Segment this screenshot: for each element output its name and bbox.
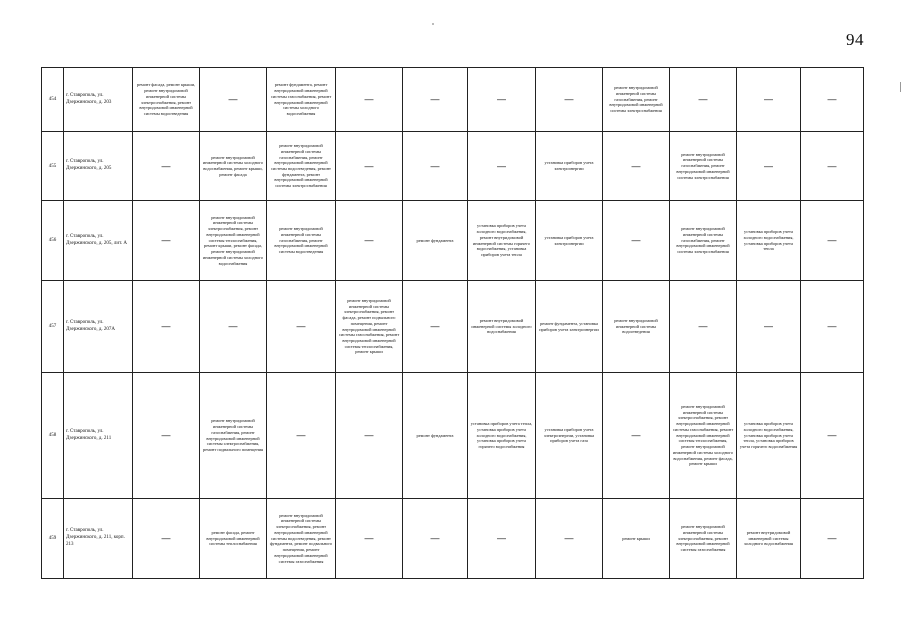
- dash-placeholder: —: [827, 235, 837, 245]
- dash-placeholder: —: [827, 430, 837, 440]
- address-cell: г. Ставрополь, ул. Дзержинского, д. 203: [64, 68, 133, 132]
- work-cell: [670, 499, 737, 579]
- work-description: ремонт внутридомовой инженерной системы электроснабжения, ремонт внутридомовой инженерной системы газоснабжения: [676, 524, 730, 553]
- work-cell: [737, 281, 801, 373]
- work-cell: [801, 281, 864, 373]
- work-description: ремонт внутридомовой инженерной системы холодного водоснабжения: [744, 529, 793, 547]
- dash-placeholder: —: [497, 533, 506, 543]
- work-description: ремонт фундамента: [416, 237, 454, 243]
- work-description: ремонт внутридомовой инженерной системы электроснабжения, ремонт внутридомовой инженерной системы газоснабжения, ремонт внутридомовой инженерной системы теплоснабжения, ремонт внутридомовой инженерной системы холодного водоснабжения, ремонт фасада, ремонт крыши: [672, 404, 734, 467]
- dash-placeholder: —: [564, 533, 574, 543]
- work-cell: [267, 201, 336, 281]
- work-cell: [200, 132, 267, 201]
- work-cell: [403, 373, 468, 499]
- table-row: [42, 499, 864, 579]
- table-row: [42, 132, 864, 201]
- dash-placeholder: —: [631, 235, 641, 245]
- work-cell: [200, 201, 267, 281]
- work-description: ремонт фундамента, ремонт внутридомовой инженерной системы газоснабжения, ремонт внутридомовой инженерной системы холодного водоснабжения: [270, 82, 332, 116]
- work-cell: [468, 132, 536, 201]
- work-cell: [670, 132, 737, 201]
- dash-placeholder: —: [161, 235, 171, 245]
- work-description: ремонт внутридомовой инженерной системы электроснабжения, ремонт фасада, ремонт подвального помещения, ремонт внутридомовой инженерной системы газоснабжения, ремонт внутридомовой инженерной системы теплоснабжения, ремонт крыши: [338, 297, 400, 355]
- address-cell: г. Ставрополь, ул. Дзержинского, д. 205, лит. А: [64, 201, 133, 281]
- dash-placeholder: —: [364, 235, 374, 245]
- dash-placeholder: —: [161, 321, 171, 331]
- work-cell: [403, 499, 468, 579]
- work-cell: [670, 373, 737, 499]
- work-description: ремонт внутридомовой инженерной системы газоснабжения, ремонт внутридомовой инженерной системы электроснабжения: [676, 226, 730, 255]
- work-description: ремонт крыши: [622, 535, 650, 541]
- dash-placeholder: —: [430, 160, 440, 171]
- row-number: 454: [42, 68, 64, 132]
- work-cell: [267, 132, 336, 201]
- address-cell: г. Ставрополь, ул. Дзержинского, д. 211, корп. 213: [64, 499, 133, 579]
- work-cell: [267, 281, 336, 373]
- work-cell: [200, 499, 267, 579]
- work-description: ремонт внутридомовой инженерной системы водоотведения: [614, 317, 658, 335]
- work-cell: [603, 373, 670, 499]
- work-description: ремонт внутридомовой инженерной системы газоснабжения, ремонт внутридомовой инженерной системы электроснабжения, ремонт подвального помещения: [202, 418, 264, 452]
- repair-schedule-table: [41, 67, 864, 579]
- work-description: ремонт внутридомовой инженерной системы холодного водоснабжения: [471, 317, 532, 335]
- row-number: 455: [42, 132, 64, 201]
- work-description: установка приборов учета холодного водоснабжения, ремонт внутридомовой инженерной системы горячего водоснабжения, установка приборов учета тепла: [472, 223, 531, 257]
- dash-placeholder: —: [631, 430, 641, 440]
- work-cell: [536, 499, 603, 579]
- table-row: [42, 68, 864, 132]
- work-cell: [603, 68, 670, 132]
- work-description: установка приборов учета электроэнергии: [544, 234, 594, 246]
- work-cell: [737, 132, 801, 201]
- dash-placeholder: —: [364, 94, 374, 104]
- work-cell: [336, 201, 403, 281]
- work-cell: [801, 68, 864, 132]
- work-cell: [801, 373, 864, 499]
- dash-placeholder: —: [497, 94, 506, 104]
- dash-placeholder: —: [296, 430, 306, 440]
- dash-placeholder: —: [764, 321, 773, 331]
- work-description: установка приборов учета холодного водоснабжения, установка приборов учета тепла: [743, 229, 794, 252]
- work-description: ремонт внутридомовой инженерной системы газоснабжения, ремонт внутридомовой инженерной системы электроснабжения: [609, 85, 663, 114]
- work-cell: [801, 201, 864, 281]
- work-cell: [336, 132, 403, 201]
- dash-placeholder: —: [764, 94, 773, 104]
- work-cell: [670, 281, 737, 373]
- work-description: ремонт внутридомовой инженерной системы газоснабжения, ремонт внутридомовой инженерной системы водоотведения: [274, 226, 328, 255]
- work-cell: [403, 132, 468, 201]
- dash-placeholder: —: [827, 533, 837, 543]
- work-cell: [468, 281, 536, 373]
- work-cell: [267, 499, 336, 579]
- work-cell: [403, 281, 468, 373]
- work-cell: [336, 68, 403, 132]
- work-description: установка приборов учета электроэнергии, установка приборов учета газа: [543, 426, 595, 444]
- dash-placeholder: —: [228, 94, 238, 104]
- work-cell: [670, 201, 737, 281]
- work-cell: [468, 68, 536, 132]
- work-cell: [603, 201, 670, 281]
- address-cell: г. Ставрополь, ул. Дзержинского, д. 205: [64, 132, 133, 201]
- table-row: [42, 373, 864, 499]
- dash-placeholder: —: [631, 160, 641, 171]
- work-cell: [336, 499, 403, 579]
- work-cell: [737, 201, 801, 281]
- dash-placeholder: —: [296, 321, 306, 331]
- dash-placeholder: —: [430, 533, 440, 543]
- page-number: 94: [846, 30, 864, 49]
- work-description: ремонт внутридомовой инженерной системы холодного водоснабжения, ремонт крыши, ремонт фасада: [202, 154, 264, 177]
- work-cell: [133, 201, 200, 281]
- work-description: установка приборов учета холодного водоснабжения, установка приборов учета тепла, установка приборов учета горячего водоснабжения: [739, 421, 798, 450]
- dash-placeholder: —: [497, 160, 506, 171]
- work-description: ремонт фасада, ремонт крыши, ремонт внутридомовой инженерной системы электроснабжения, ремонт внутридомовой инженерной системы водоотведения: [136, 82, 196, 116]
- dash-placeholder: —: [430, 321, 440, 331]
- work-cell: [536, 373, 603, 499]
- dash-placeholder: —: [161, 160, 171, 171]
- dash-placeholder: —: [430, 94, 440, 104]
- work-cell: [403, 68, 468, 132]
- dash-placeholder: —: [698, 94, 708, 104]
- scan-speck: [432, 23, 434, 25]
- dash-placeholder: —: [827, 94, 837, 104]
- work-cell: [536, 68, 603, 132]
- dash-placeholder: —: [228, 321, 238, 331]
- row-number: 457: [42, 281, 64, 373]
- work-cell: [536, 281, 603, 373]
- work-cell: [200, 373, 267, 499]
- work-cell: [737, 373, 801, 499]
- dash-placeholder: —: [827, 321, 837, 331]
- table-row: [42, 281, 864, 373]
- work-cell: [133, 499, 200, 579]
- work-cell: [133, 68, 200, 132]
- work-cell: [801, 499, 864, 579]
- dash-placeholder: —: [364, 160, 374, 171]
- work-cell: [267, 373, 336, 499]
- work-description: ремонт внутридомовой инженерной системы газоснабжения, ремонт внутридомовой инженерной системы водоотведения, ремонт фундамента, ремонт внутридомовой инженерной системы электроснабжения: [271, 143, 331, 189]
- dash-placeholder: —: [827, 160, 837, 171]
- table-row: [42, 201, 864, 281]
- row-number: 458: [42, 373, 64, 499]
- work-cell: [603, 281, 670, 373]
- work-cell: [267, 68, 336, 132]
- work-cell: [133, 281, 200, 373]
- work-description: ремонт внутридомовой инженерной системы электроснабжения, ремонт внутридомовой инженерной системы теплоснабжения, ремонт крыши, ремонт фасада, ремонт внутридомовой инженерной системы холодного водоснабжения: [202, 214, 264, 266]
- work-cell: [200, 281, 267, 373]
- row-number: 459: [42, 499, 64, 579]
- work-cell: [133, 373, 200, 499]
- work-cell: [603, 499, 670, 579]
- work-cell: [403, 201, 468, 281]
- work-cell: [737, 499, 801, 579]
- work-description: ремонт фасада, ремонт внутридомовой инженерной системы теплоснабжения: [206, 529, 260, 547]
- dash-placeholder: —: [364, 430, 374, 440]
- work-cell: [603, 132, 670, 201]
- dash-placeholder: —: [698, 321, 708, 331]
- work-description: ремонт фундамента: [416, 432, 454, 438]
- work-description: ремонт фундамента, установка приборов учета электроэнергии: [539, 320, 599, 332]
- work-description: ремонт внутридомовой инженерной системы электроснабжения, ремонт внутридомовой инженерной системы водоотведения, ремонт фундамента, ремонт подвального помещения, ремонт внутридомовой инженерной системы газоснабжения: [269, 512, 333, 564]
- work-description: ремонт внутридомовой инженерной системы газоснабжения, ремонт внутридомовой инженерной системы электроснабжения: [676, 151, 730, 180]
- address-cell: г. Ставрополь, ул. Дзержинского, д. 211: [64, 373, 133, 499]
- dash-placeholder: —: [161, 533, 171, 543]
- dash-placeholder: —: [564, 94, 574, 104]
- work-cell: [737, 68, 801, 132]
- work-cell: [468, 201, 536, 281]
- dash-placeholder: —: [161, 430, 171, 440]
- work-cell: [536, 132, 603, 201]
- work-cell: [200, 68, 267, 132]
- work-description: установка приборов учета тепла, установка приборов учета холодного водоснабжения, установка приборов учета горячего водоснабжения: [470, 421, 533, 450]
- work-cell: [670, 68, 737, 132]
- row-number: 456: [42, 201, 64, 281]
- work-cell: [336, 281, 403, 373]
- dash-placeholder: —: [764, 160, 773, 171]
- work-description: установка приборов учета электроэнергии: [544, 160, 594, 171]
- work-cell: [536, 201, 603, 281]
- dash-placeholder: —: [364, 533, 374, 543]
- work-cell: [801, 132, 864, 201]
- address-cell: г. Ставрополь, ул. Дзержинского, д. 207А: [64, 281, 133, 373]
- work-cell: [336, 373, 403, 499]
- work-cell: [468, 373, 536, 499]
- table-body: [42, 68, 864, 579]
- work-cell: [133, 132, 200, 201]
- work-cell: [468, 499, 536, 579]
